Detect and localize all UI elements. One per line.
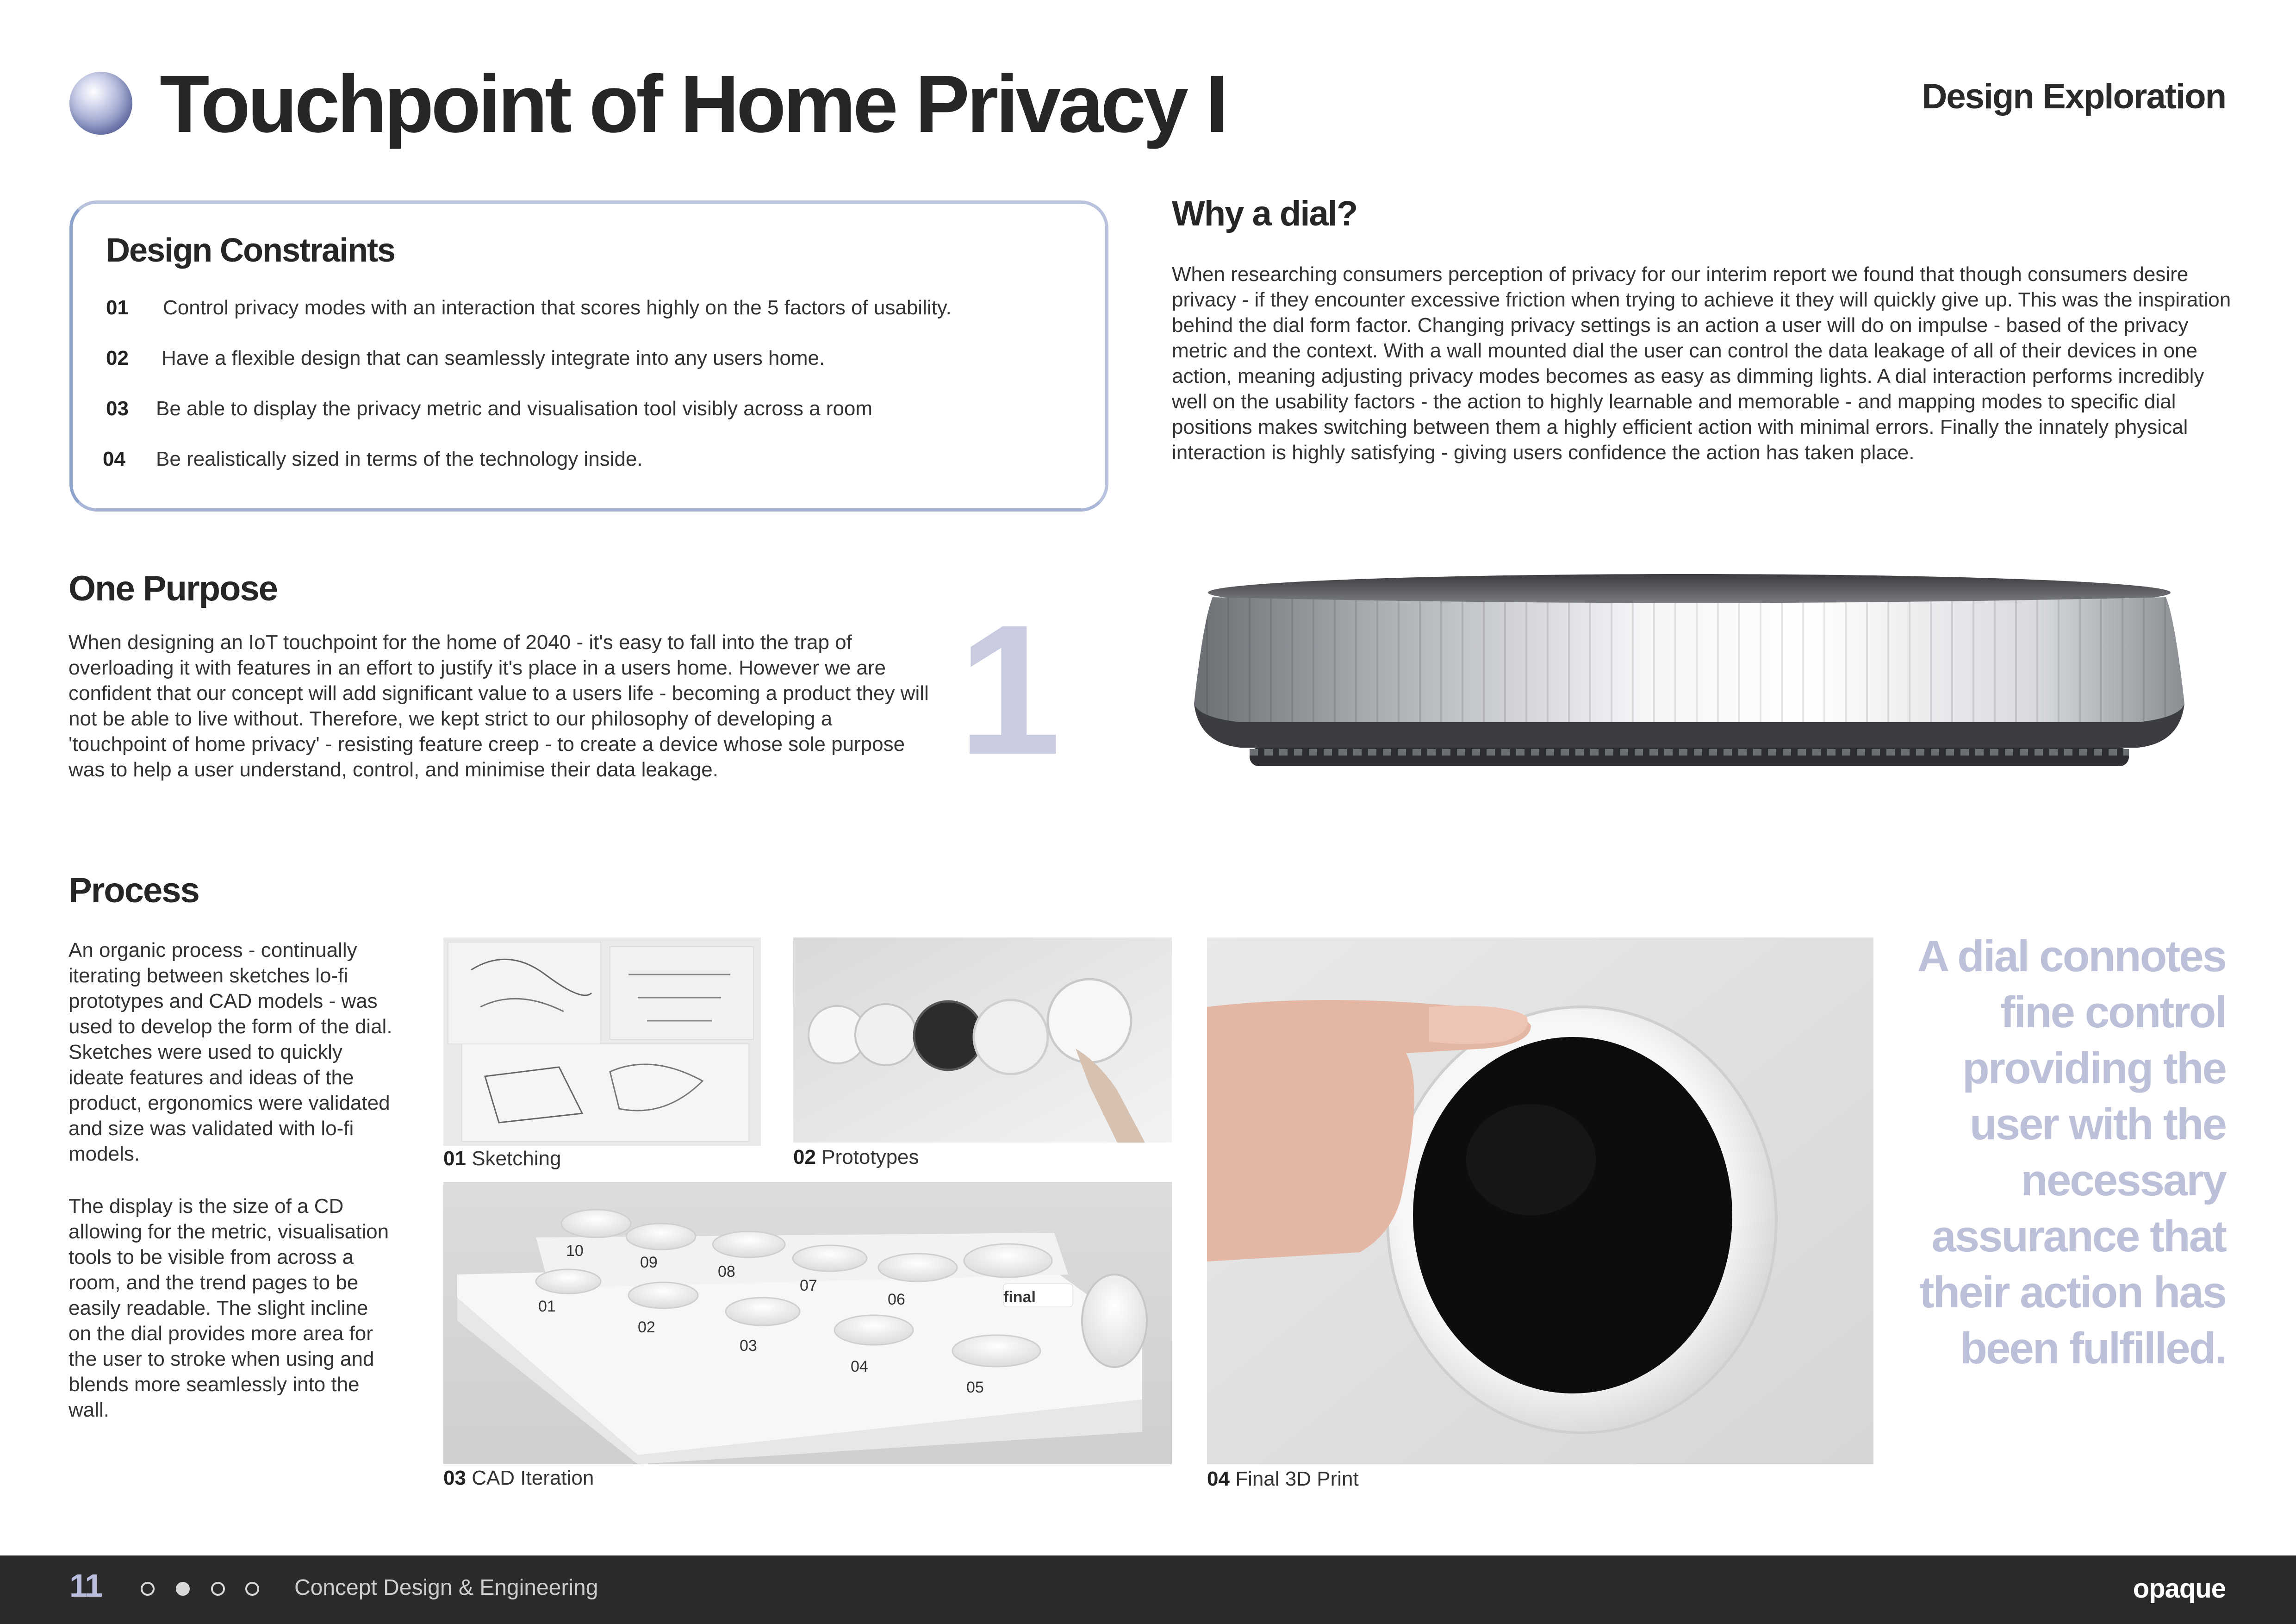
constraint-text: Have a flexible design that can seamlessly integrate into any users home. — [162, 347, 825, 369]
cad-label: 02 — [638, 1318, 655, 1336]
cad-label: 07 — [800, 1277, 817, 1294]
cad-label: 03 — [740, 1337, 757, 1355]
prototypes-photo — [793, 937, 1172, 1143]
cad-label: 05 — [966, 1379, 984, 1396]
big-number: 1 — [958, 586, 1061, 793]
caption-sketching: 01 Sketching — [443, 1147, 561, 1170]
cad-label: 08 — [718, 1263, 735, 1280]
pull-quote: A dial connotes fine control providing the user with the necessary assurance that their action has been fulfilled. — [1917, 931, 2226, 1373]
dial-render-image — [1185, 565, 2194, 806]
caption-cad: 03 CAD Iteration — [443, 1467, 594, 1489]
cad-iteration-photo — [443, 1182, 1172, 1464]
section-tag: Design Exploration — [1922, 77, 2226, 116]
cad-label: 06 — [888, 1291, 905, 1308]
constraint-text: Control privacy modes with an interaction that scores highly on the 5 factors of usability. — [163, 296, 952, 319]
process-heading: Process — [68, 871, 199, 910]
logo-orb-icon — [69, 72, 132, 135]
constraint-text: Be able to display the privacy metric and visualisation tool visibly across a room — [156, 397, 873, 420]
page-dot-indicator-active — [176, 1582, 190, 1596]
why-dial-heading: Why a dial? — [1172, 194, 1357, 233]
constraint-number: 03 — [106, 397, 129, 420]
caption-final-print: 04 Final 3D Print — [1207, 1468, 1359, 1490]
process-para-1: An organic process - continually iterating between sketches lo-fi prototypes and CAD models - was used to develop the form of the dial. Sketches were used to quickly ideate features and ideas of the product, ergonomics were validated and size was validated with lo-fi models. — [68, 939, 392, 1165]
constraint-number: 02 — [106, 347, 129, 369]
cad-label: 09 — [640, 1254, 658, 1271]
footer-section-label: Concept Design & Engineering — [294, 1575, 598, 1600]
page-number: 11 — [69, 1568, 102, 1604]
page-dot-indicator — [141, 1582, 155, 1596]
constraints-heading: Design Constraints — [106, 232, 395, 269]
cad-label: 01 — [538, 1298, 556, 1315]
constraint-text: Be realistically sized in terms of the technology inside. — [156, 448, 643, 470]
constraint-number: 01 — [106, 296, 129, 319]
page-dot-indicator — [245, 1582, 259, 1596]
caption-prototypes: 02 Prototypes — [793, 1146, 919, 1168]
why-dial-body: When researching consumers perception of privacy for our interim report we found that though consumers desire privacy - if they encounter excessive friction when trying to achieve it they will quickly give up. This was the inspiration behind the dial form factor. Changing privacy settings is an action a user will do on impulse - based of the privacy metric and the context. With a wall mounted dial the user can control the data leakage of all of their devices in one action, meaning adjusting privacy modes becomes as easy as dimming lights. A dial interaction performs incredibly well on the usability factors - the action to highly learnable and memorable - and mapping modes to specific dial positions makes switching between them a highly efficient action with minimal errors. Finally the innately physical interaction is highly satisfying - giving users confidence the action has taken place. — [1172, 263, 2231, 464]
constraint-number: 04 — [103, 448, 125, 470]
process-para-2: The display is the size of a CD allowing for the metric, visualisation tools to be visible from across a room, and the trend pages to be easily readable. The slight incline on the dial provides more area for the user to stroke when using and blends more seamlessly into the wall. — [68, 1195, 389, 1421]
design-constraints-box — [69, 200, 1108, 512]
brand-logo: opaque — [2133, 1574, 2226, 1604]
page-title: Touchpoint of Home Privacy I — [160, 59, 1226, 150]
purpose-heading: One Purpose — [68, 569, 277, 608]
page-dot-indicator — [211, 1582, 225, 1596]
sketching-photo — [443, 937, 761, 1146]
cad-label: 10 — [566, 1242, 584, 1260]
purpose-body: When designing an IoT touchpoint for the home of 2040 - it's easy to fall into the trap of overloading it with features in an effort to justify it's place in a users home. However we are confident that our concept will add significant value to a users life - becoming a product they will not be able to live without. Therefore, we kept strict to our philosophy of developing a 'touchpoint of home privacy' - resisting feature creep - to create a device whose sole purpose was to help a user understand, control, and minimise their data leakage. — [68, 631, 929, 781]
final-print-photo — [1207, 937, 1873, 1464]
cad-label: 04 — [851, 1358, 868, 1375]
cad-label: final — [1003, 1288, 1036, 1306]
